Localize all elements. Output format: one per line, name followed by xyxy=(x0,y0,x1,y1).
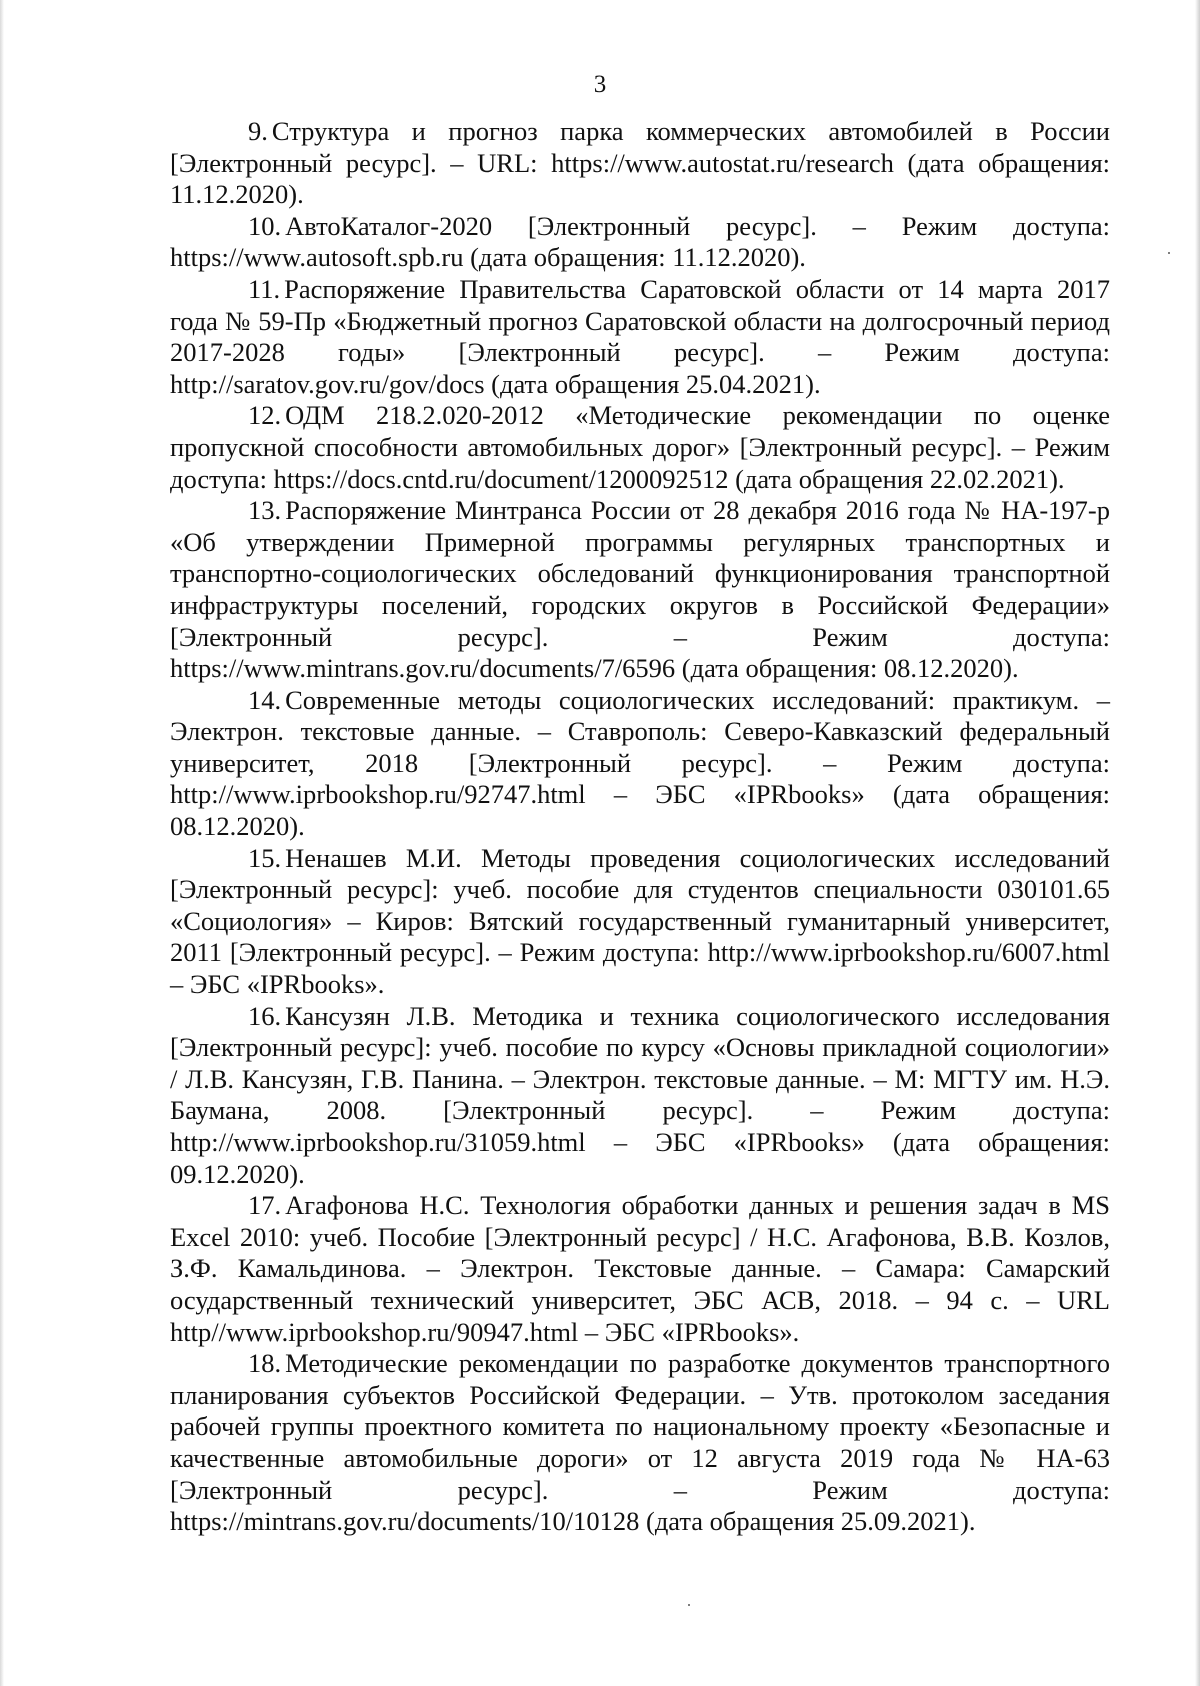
reference-number: 16. xyxy=(248,1000,282,1031)
reference-text: Структура и прогноз парка коммерческих автомобилей в России [Электронный ресурс]. – URL: https://www.autostat.ru/research (дата обращения: 11.12.2020). xyxy=(170,116,1110,210)
reference-item xyxy=(170,400,1110,495)
reference-list xyxy=(170,116,1110,1538)
reference-item xyxy=(170,843,1110,1001)
reference-number: 15. xyxy=(248,842,282,873)
reference-text: Распоряжение Правительства Саратовской области от 14 марта 2017 года № 59-Пр «Бюджетный прогноз Саратовской области на долгосрочный период 2017-2028 годы» [Электронный ресурс]. – Режим доступа: http://saratov.gov.ru/gov/docs (дата обращения 25.04.2021). xyxy=(170,273,1110,399)
reference-number: 10. xyxy=(248,210,282,241)
reference-text: Современные методы социологических исследований: практикум. – Электрон. текстовые данные. – Ставрополь: Северо-Кавказский федеральный университет, 2018 [Электронный ресурс]. – Режим доступа: http://www.iprbookshop.ru/92747.html – ЭБС «IPRbooks» (дата обращения: 08.12.2020). xyxy=(170,684,1110,842)
reference-text: ОДМ 218.2.020-2012 «Методические рекомендации по оценке пропускной способности автомобильных дорог» [Электронный ресурс]. – Режим доступа: https://docs.cntd.ru/document/1200092512 (дата обращения 22.02.2021). xyxy=(170,400,1110,494)
reference-item xyxy=(170,1001,1110,1191)
reference-number: 12. xyxy=(248,400,282,431)
reference-text: Агафонова Н.С. Технология обработки данных и решения задач в MS Excel 2010: учеб. Пособие [Электронный ресурс] / Н.С. Агафонова, В.В. Козлов, З.Ф. Камальдинова. – Электрон. Текстовые данные. – Самара: Самарский осударственный технический университет, ЭБС АСВ, 2018. – 94 с. – URL http//www.iprbookshop.ru/90947.html – ЭБС «IPRbooks». xyxy=(170,1190,1110,1347)
reference-text: Ненашев М.И. Методы проведения социологических исследований [Электронный ресурс]: учеб. пособие для студентов специальности 030101.65 «Социология» – Киров: Вятский государственный гуманитарный университет, 2011 [Электронный ресурс]. – Режим доступа: http://www.iprbookshop.ru/6007.html – ЭБС «IPRbooks». xyxy=(170,842,1110,1000)
scan-edge-left xyxy=(0,0,4,1686)
reference-text: Распоряжение Минтранса России от 28 декабря 2016 года № НА-197-р «Об утверждении Примерной программы регулярных транспортных и транспортно-социологических обследований функционирования транспортной инфраструктуры поселений, городских округов в Российской Федерации» [Электронный ресурс]. – Режим доступа: https://www.mintrans.gov.ru/documents/7/6596 (дата обращения: 08.12.2020). xyxy=(170,495,1110,684)
reference-item xyxy=(170,495,1110,685)
reference-number: 18. xyxy=(248,1348,282,1379)
reference-number: 17. xyxy=(248,1190,282,1221)
reference-text: Методические рекомендации по разработке документов транспортного планирования субъектов Российской Федерации. – Утв. протоколом заседания рабочей группы проектного комитета по национальному проекту «Безопасные и качественные автомобильные дороги» от 12 августа 2019 года № НА-63 [Электронный ресурс]. – Режим доступа: https://mintrans.gov.ru/documents/10/10128 (дата обращения 25.09.2021). xyxy=(170,1348,1110,1537)
reference-item xyxy=(170,274,1110,400)
page-number: 3 xyxy=(593,71,607,98)
scan-speck xyxy=(688,1604,690,1606)
reference-number: 11. xyxy=(248,273,281,304)
reference-item xyxy=(170,685,1110,843)
reference-item xyxy=(170,116,1110,211)
reference-text: АвтоКаталог-2020 [Электронный ресурс]. – Режим доступа: https://www.autosoft.spb.ru (дата обращения: 11.12.2020). xyxy=(170,210,1110,273)
reference-item xyxy=(170,1190,1110,1348)
reference-item xyxy=(170,1348,1110,1538)
reference-number: 14. xyxy=(248,684,282,715)
scan-edge-right xyxy=(1195,0,1200,1686)
reference-number: 13. xyxy=(248,495,282,526)
reference-item xyxy=(170,211,1110,274)
reference-number: 9. xyxy=(248,116,268,146)
scan-speck xyxy=(1168,252,1170,254)
reference-text: Кансузян Л.В. Методика и техника социологического исследования [Электронный ресурс]: учеб. пособие по курсу «Основы прикладной социологии» / Л.В. Кансузян, Г.В. Панина. – Электрон. текстовые данные. – М: МГТУ им. Н.Э. Баумана, 2008. [Электронный ресурс]. – Режим доступа: http://www.iprbookshop.ru/31059.html – ЭБС «IPRbooks» (дата обращения: 09.12.2020). xyxy=(170,1000,1110,1189)
